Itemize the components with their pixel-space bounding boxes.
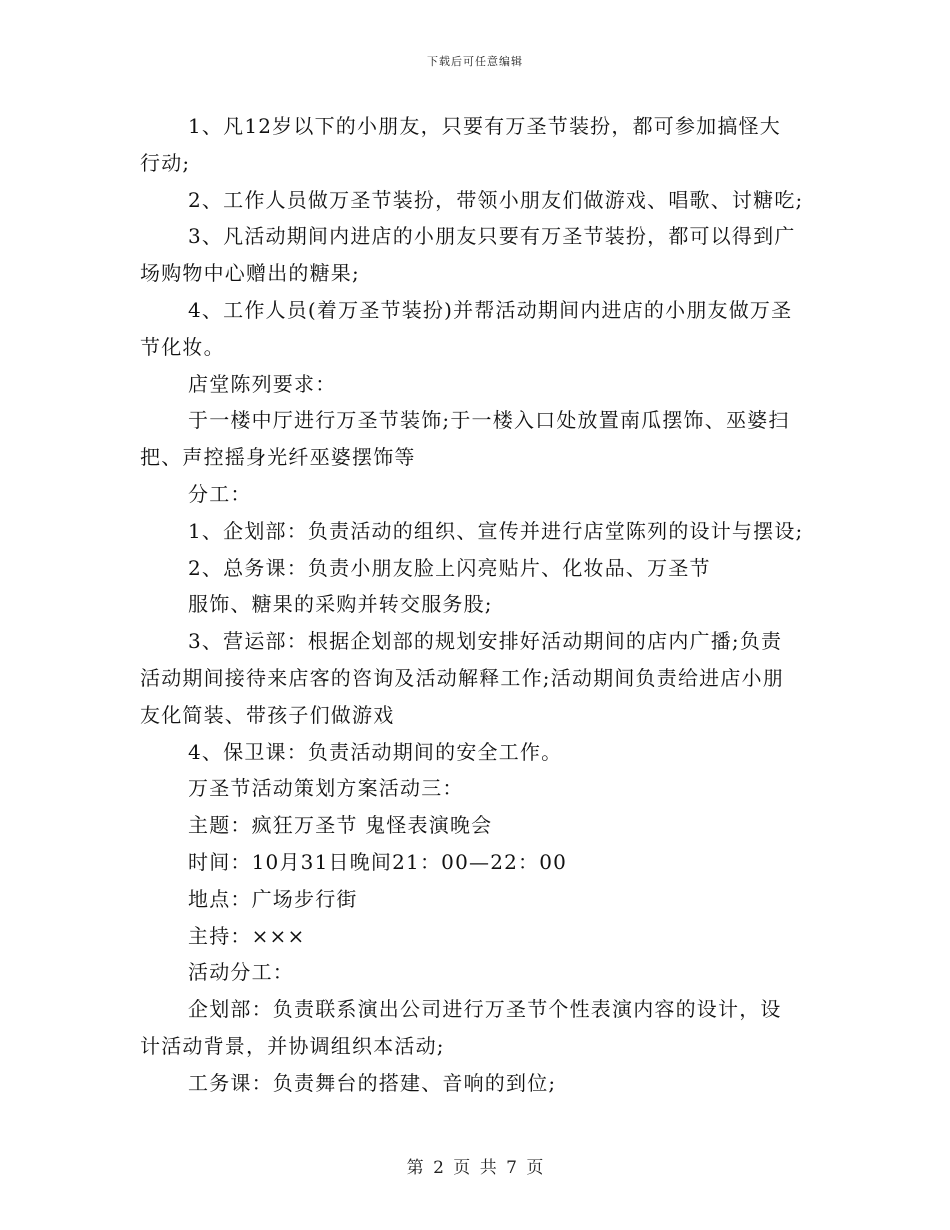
text-line: 行动; <box>140 150 191 175</box>
text-line: 把、声控摇身光纤巫婆摆饰等 <box>140 445 416 470</box>
text-line: 4、工作人员(着万圣节装扮)并帮活动期间内进店的小朋友做万圣 <box>188 297 793 322</box>
text-line: 友化简装、带孩子们做游戏 <box>140 702 395 727</box>
text-line: 企划部：负责联系演出公司进行万圣节个性表演内容的设计，设 <box>188 997 782 1022</box>
text-line: 主题：疯狂万圣节 鬼怪表演晚会 <box>188 813 493 838</box>
text-line: 服饰、糖果的采购并转交服务股; <box>188 592 493 617</box>
page-number: 第 2 页 共 7 页 <box>406 1158 544 1178</box>
text-line: 分工： <box>188 481 252 506</box>
text-line: 时间：10月31日晚间21：00—22：00 <box>188 849 568 874</box>
text-line: 节化妆。 <box>140 334 225 359</box>
text-line: 3、营运部：根据企划部的规划安排好活动期间的店内广播;负责 <box>188 629 783 654</box>
text-line: 地点：广场步行街 <box>188 886 358 911</box>
text-line: 工务课：负责舞台的搭建、音响的到位; <box>188 1070 557 1095</box>
text-line: 万圣节活动策划方案活动三： <box>188 776 464 801</box>
text-line: 4、保卫课：负责活动期间的安全工作。 <box>188 739 563 764</box>
text-line: 2、总务课：负责小朋友脸上闪亮贴片、化妆品、万圣节 <box>188 555 711 580</box>
text-line: 1、企划部：负责活动的组织、宣传并进行店堂陈列的设计与摆设; <box>188 518 804 543</box>
text-line: 场购物中心赠出的糖果; <box>140 261 360 286</box>
text-line: 店堂陈列要求： <box>188 371 337 396</box>
text-line: 2、工作人员做万圣节装扮，带领小朋友们做游戏、唱歌、讨糖吃; <box>188 187 804 212</box>
text-line: 3、凡活动期间内进店的小朋友只要有万圣节装扮，都可以得到广 <box>188 224 796 249</box>
text-line: 计活动背景，并协调组织本活动; <box>140 1033 445 1058</box>
text-line: 主持：××× <box>188 923 306 948</box>
text-line: 1、凡12岁以下的小朋友，只要有万圣节装扮，都可参加搞怪大 <box>188 114 781 138</box>
document-body <box>140 108 820 1102</box>
page-header-note: 下载后可任意编辑 <box>427 55 523 68</box>
text-line: 活动分工： <box>188 960 294 985</box>
text-line: 于一楼中厅进行万圣节装饰;于一楼入口处放置南瓜摆饰、巫婆扫 <box>188 408 790 433</box>
text-line: 活动期间接待来店客的咨询及活动解释工作;活动期间负责给进店小朋 <box>140 665 784 690</box>
